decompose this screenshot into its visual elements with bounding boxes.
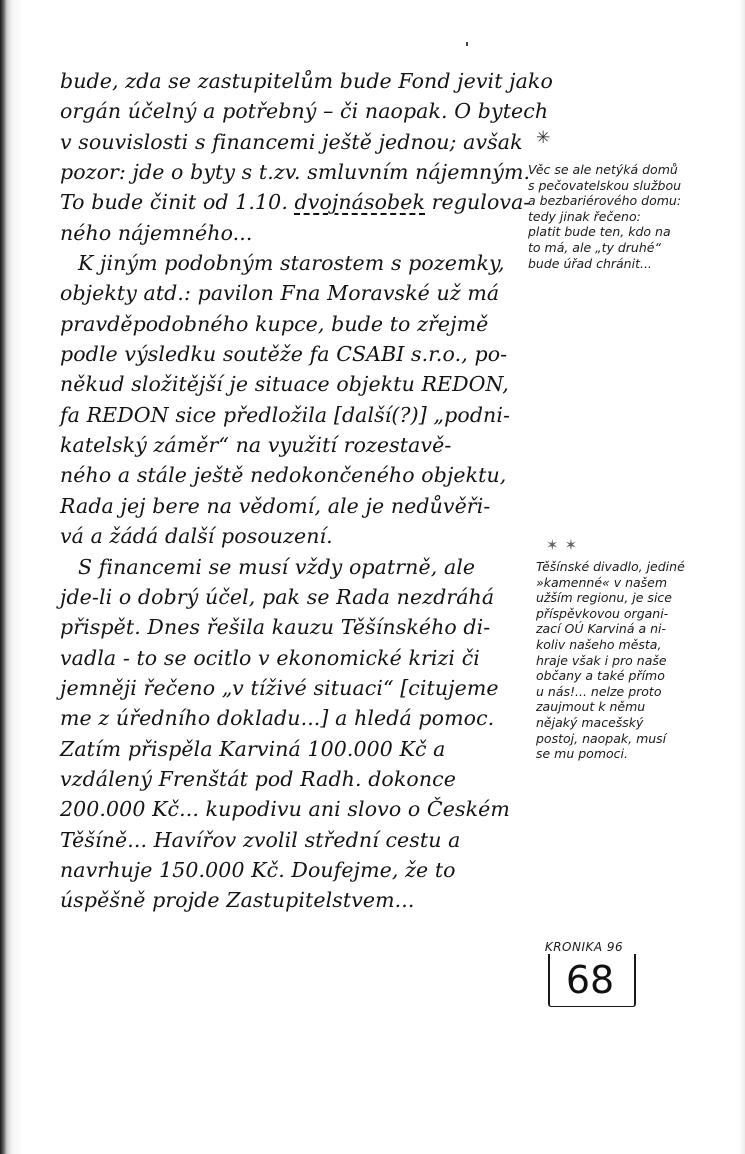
note-line: platit bude ten, kdo na <box>528 224 671 240</box>
note-line: zaujmout k němu <box>536 699 646 715</box>
text-line: S financemi se musí vždy opatrně, ale <box>78 554 476 579</box>
text-line: jde-li o dobrý účel, pak se Rada nezdráhá <box>60 584 495 609</box>
text-line: pravděpodobného kupce, bude to zřejmě <box>60 311 489 336</box>
note-line: »kamenné« v našem <box>536 574 668 590</box>
note-line: Věc se ale netýká domů <box>528 162 678 177</box>
note-line: bude úřad chránit... <box>528 255 652 271</box>
text-line: navrhuje 150.000 Kč. Doufejme, že to <box>60 857 456 882</box>
text-line: podle výsledku soutěže fa CSABI s.r.o., po- <box>60 342 508 367</box>
asterisk-icon: ✳ <box>536 128 551 148</box>
note-line: tedy jinak řečeno: <box>528 208 641 224</box>
text-line: pozor: jde o byty s t.zv. smluvním nájemným. <box>60 160 531 185</box>
text-line: Zatím přispěla Karviná 100.000 Kč a <box>60 736 446 761</box>
text-line: 200.000 Kč... kupodivu ani slovo o Českém <box>60 797 510 822</box>
text-line: jemněji řečeno „v tíživé situaci“ [citujeme <box>60 675 499 700</box>
text-line: ného a stále ještě nedokončeného objektu, <box>60 463 507 488</box>
page-edge <box>739 0 745 1154</box>
text-line: vadla - to se ocitlo v ekonomické krizi či <box>60 645 480 670</box>
text-line: v souvislosti s financemi ještě jednou; avšak <box>60 129 523 154</box>
text-line: objekty atd.: pavilon Fna Moravské už má <box>60 281 500 306</box>
margin-note-1 <box>528 162 738 271</box>
note-line: nějaký macešský <box>536 714 644 730</box>
note-line: Těšínské divadlo, jediné <box>536 559 685 574</box>
note-line: koliv našeho města, <box>536 636 662 652</box>
note-line: se mu pomoci. <box>536 746 628 762</box>
text-line: K jiným podobným starostem s pozemky, <box>78 251 505 276</box>
text-line: bude, zda se zastupitelům bude Fond jevit jako <box>60 69 553 93</box>
text-line: me z úředního dokladu...] a hledá pomoc. <box>60 706 495 731</box>
note-line: s pečovatelskou službou <box>528 177 682 193</box>
note-line: postoj, naopak, musí <box>536 730 667 746</box>
speck <box>466 42 468 46</box>
text-line: vzdálený Frenštát pod Radh. dokonce <box>60 766 456 791</box>
note-line: a bezbariérového domu: <box>528 193 682 209</box>
margin-note-2 <box>536 559 736 762</box>
note-line: hraje však i pro naše <box>536 652 667 668</box>
double-asterisk-icon: ✶✶ <box>546 536 584 554</box>
page-number: 68 <box>565 958 615 1002</box>
note-line: užším regionu, je sice <box>536 590 672 606</box>
text-line: ného nájemného... <box>60 220 253 245</box>
note-line: příspěvkovou organi- <box>536 605 669 621</box>
note-line: občany a také přímo <box>536 668 665 684</box>
text-line: orgán účelný a potřebný – či naopak. O bytech <box>60 99 549 124</box>
text-line: vá a žádá další posouzení. <box>60 524 333 549</box>
text-line: někud složitější je situace objektu REDON, <box>60 372 509 397</box>
text-line: Těšíně... Havířov zvolil střední cestu a <box>60 827 461 852</box>
underlined-word: dvojnásobek <box>294 190 426 215</box>
chronicle-label: KRONIKA 96 <box>544 940 624 954</box>
text-line: katelský záměr“ na využití rozestavě- <box>60 433 452 458</box>
text-line: fa REDON sice předložila [další(?)] „podni- <box>60 402 511 427</box>
text-line: Rada jej bere na vědomí, ale je nedůvěři- <box>60 493 491 518</box>
main-text-block <box>60 66 553 916</box>
note-line: zací OÚ Karviná a ni- <box>536 621 667 637</box>
text-line: To bude činit od 1.10. dvojnásobek regulova- <box>60 190 531 215</box>
note-line: u nás!... nelze proto <box>536 683 662 699</box>
note-line: to má, ale „ty druhé“ <box>528 239 661 255</box>
text-line: přispět. Dnes řešila kauzu Těšínského di- <box>60 615 491 640</box>
text-line: úspěšně projde Zastupitelstvem... <box>60 888 415 913</box>
